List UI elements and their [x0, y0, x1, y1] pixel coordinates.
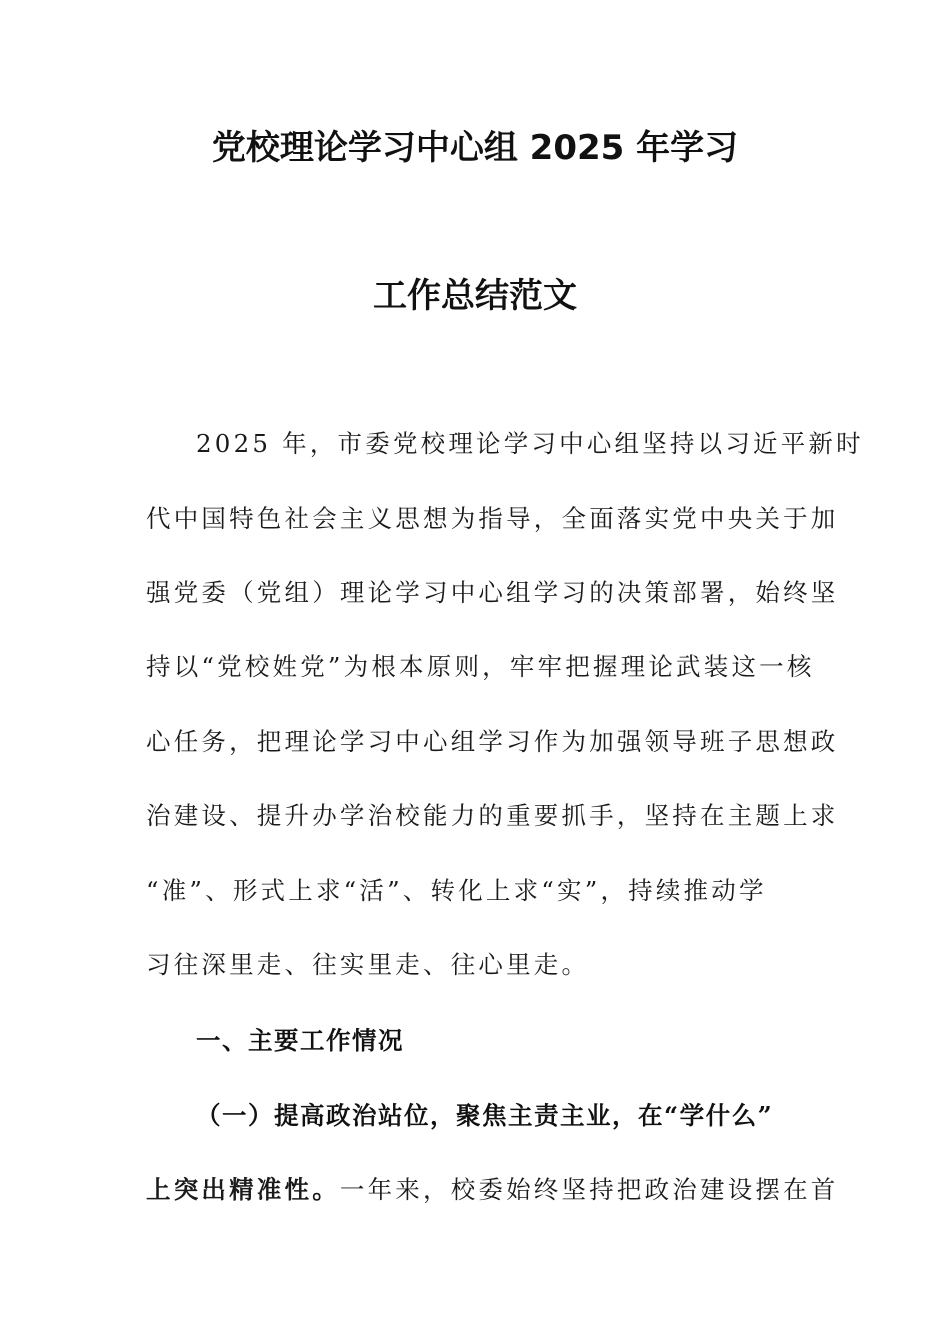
intro-line-8: 习往深里走、往实里走、往心里走。 — [146, 950, 590, 979]
intro-line-6: 治建设、提升办学治校能力的重要抓手，坚持在主题上求 — [146, 801, 839, 830]
section-heading-main-work: 一、主要工作情况 — [196, 1026, 404, 1055]
subsection-heading-1-line-1: （一）提高政治站位，聚焦主责主业，在“学什么” — [196, 1101, 774, 1130]
document-title-line-1: 党校理论学习中心组 2025 年学习 — [211, 128, 739, 168]
intro-line-4: 持以“党校姓党”为根本原则，牢牢把握理论武装这一核 — [146, 652, 815, 681]
intro-line-5: 心任务，把理论学习中心组学习作为加强领导班子思想政 — [146, 727, 839, 756]
intro-line-7: “准”、形式上求“活”、转化上求“实”，持续推动学 — [146, 876, 767, 905]
subsection-heading-1-line-2: 上突出精准性。 — [146, 1175, 340, 1204]
subsection-1-text-start: 一年来，校委始终坚持把政治建设摆在首 — [339, 1175, 839, 1204]
document-title-line-2: 工作总结范文 — [373, 276, 577, 316]
intro-line-3: 强党委（党组）理论学习中心组学习的决策部署，始终坚 — [146, 578, 839, 607]
subsection-1-paragraph-line-1 — [146, 1171, 839, 1206]
intro-line-2: 代中国特色社会主义思想为指导，全面落实党中央关于加 — [146, 504, 839, 533]
intro-line-1: 2025 年，市委党校理论学习中心组坚持以习近平新时 — [196, 429, 864, 458]
